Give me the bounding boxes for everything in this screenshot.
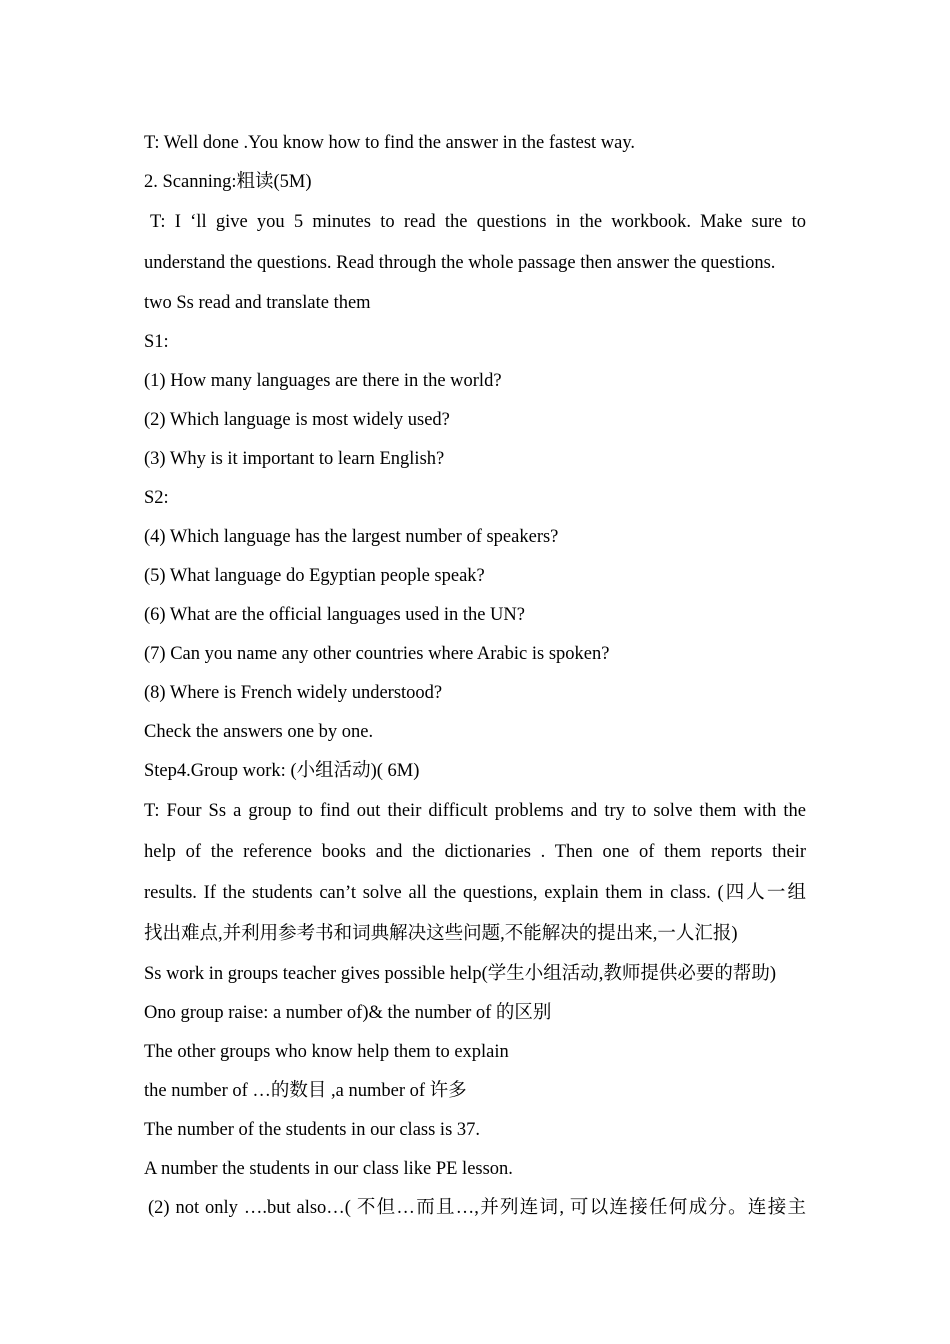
- document-body: [144, 124, 806, 1228]
- text-line-not-only-but-also: (2) not only ….but also…( 不但…而且…,并列连词, 可以连接任何成分。连接主: [148, 1198, 806, 1218]
- text-line-example-a-number: A number the students in our class like PE lesson.: [144, 1159, 513, 1179]
- text-line-question-4: (4) Which language has the largest number of speakers?: [144, 527, 559, 547]
- text-line-example-the-number: The number of the students in our class is 37.: [144, 1120, 481, 1140]
- text-line-question-6: (6) What are the official languages used in the UN?: [144, 605, 525, 625]
- text-line-check-answers: Check the answers one by one.: [144, 722, 374, 742]
- text-line-group-work-2: help of the reference books and the dictionaries . Then one of them reports their: [144, 842, 806, 862]
- text-line-group-raise: Ono group raise: a number of)& the number of 的区别: [144, 1003, 552, 1023]
- text-line-two-students-read: two Ss read and translate them: [144, 293, 371, 313]
- text-line-instructions-continued: understand the questions. Read through the whole passage then answer the questions.: [144, 253, 776, 273]
- text-line-question-1: (1) How many languages are there in the world?: [144, 371, 502, 391]
- text-line-question-5: (5) What language do Egyptian people speak?: [144, 566, 485, 586]
- text-line-s1-label: S1:: [144, 332, 169, 352]
- text-line-teacher-instructions: T: I ‘ll give you 5 minutes to read the questions in the workbook. Make sure to: [150, 212, 806, 232]
- text-line-question-2: (2) Which language is most widely used?: [144, 410, 450, 430]
- text-line-question-7: (7) Can you name any other countries where Arabic is spoken?: [144, 644, 610, 664]
- text-line-teacher-well-done: T: Well done .You know how to find the answer in the fastest way.: [144, 133, 636, 153]
- text-line-other-groups-explain: The other groups who know help them to explain: [144, 1042, 509, 1062]
- text-line-scanning-heading: 2. Scanning:粗读(5M): [144, 172, 312, 192]
- text-line-question-3: (3) Why is it important to learn English?: [144, 449, 445, 469]
- text-line-s2-label: S2:: [144, 488, 169, 508]
- text-line-ss-work-in-groups: Ss work in groups teacher gives possible help(学生小组活动,教师提供必要的帮助): [144, 964, 777, 984]
- text-line-number-of-meaning: the number of …的数目 ,a number of 许多: [144, 1081, 467, 1101]
- text-line-step4-heading: Step4.Group work: (小组活动)( 6M): [144, 761, 420, 781]
- text-line-question-8: (8) Where is French widely understood?: [144, 683, 443, 703]
- text-line-group-work-1: T: Four Ss a group to find out their difficult problems and try to solve them with the: [144, 801, 806, 821]
- text-line-group-work-chinese: 找出难点,并利用参考书和词典解决这些问题,不能解决的提出来,一人汇报): [144, 924, 738, 944]
- text-line-group-work-3: results. If the students can’t solve all the questions, explain them in class. (四人一组: [144, 883, 806, 903]
